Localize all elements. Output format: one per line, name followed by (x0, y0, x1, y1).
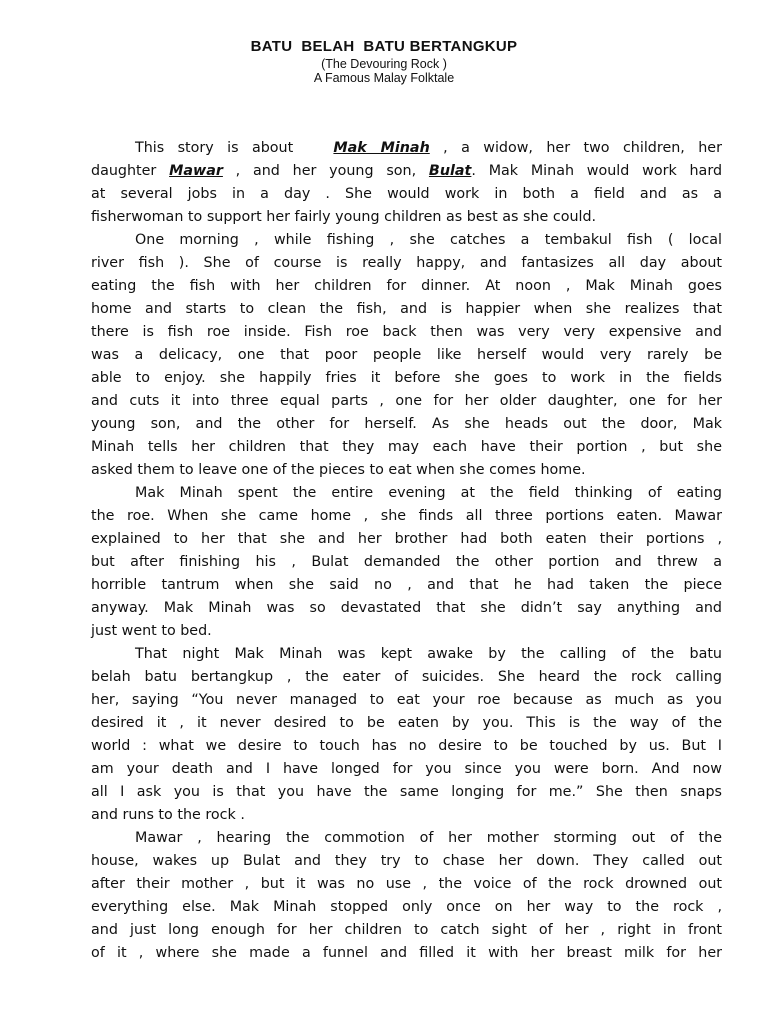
text-line: of it , where she made a funnel and filled it with her breast milk for her (91, 945, 722, 961)
text-line: anyway. Mak Minah was so devastated that she didn’t say anything and (91, 600, 722, 616)
text-line: belah batu bertangkup , the eater of suicides. She heard the rock calling (91, 669, 722, 685)
text-line: everything else. Mak Minah stopped only once on her way to the rock , (91, 899, 722, 915)
name-mak-minah: Mak Minah (333, 140, 430, 156)
text-line: and just long enough for her children to catch sight of her , right in front (91, 922, 722, 938)
text-line: explained to her that she and her brother had both eaten their portions , (91, 531, 722, 547)
text-line: Mak Minah spent the entire evening at the field thinking of eating (135, 485, 722, 501)
text-line: Minah tells her children that they may each have their portion , but she (91, 439, 722, 455)
story-body (91, 137, 722, 965)
paragraph-4 (91, 643, 722, 827)
paragraph-3 (91, 482, 722, 643)
text-line (91, 160, 722, 183)
text-line: there is fish roe inside. Fish roe back then was very very expensive and (91, 324, 722, 340)
text-line: at several jobs in a day . She would work in both a field and as a (91, 186, 722, 202)
text-segment: daughter (91, 163, 157, 179)
text-line: all I ask you is that you have the same longing for me.” She then snaps (91, 784, 722, 800)
text-line: and cuts it into three equal parts , one for her older daughter, one for her (91, 393, 722, 409)
text-line: am your death and I have longed for you since you were born. And now (91, 761, 722, 777)
text-line: home and starts to clean the fish, and is happier when she realizes that (91, 301, 722, 317)
text-line: asked them to leave one of the pieces to eat when she comes home. (91, 462, 586, 478)
text-line: One morning , while fishing , she catches a tembakul fish ( local (135, 232, 722, 248)
document-subtitle: (The Devouring Rock ) (321, 57, 447, 71)
text-segment: . Mak Minah would work hard (471, 163, 723, 179)
text-line: horrible tantrum when she said no , and that he had taken the piece (91, 577, 722, 593)
text-line: desired it , it never desired to be eaten by you. This is the way of the (91, 715, 722, 731)
text-segment: , and her young son, (235, 163, 417, 179)
paragraph-5 (91, 827, 722, 965)
text-line: fisherwoman to support her fairly young children as best as she could. (91, 209, 597, 225)
name-bulat: Bulat (428, 163, 472, 179)
document-subtitle-secondary: A Famous Malay Folktale (313, 71, 455, 85)
text-line: just went to bed. (91, 623, 212, 639)
paragraph-1 (91, 137, 722, 229)
text-line: That night Mak Minah was kept awake by the calling of the batu (135, 646, 722, 662)
text-segment: , a widow, her two children, her (443, 140, 722, 156)
text-line: but after finishing his , Bulat demanded the other portion and threw a (91, 554, 722, 570)
text-segment: This story is about (135, 140, 294, 156)
text-line: her, saying “You never managed to eat your roe because as much as you (91, 692, 722, 708)
text-line (91, 137, 722, 160)
text-line: eating the fish with her children for dinner. At noon , Mak Minah goes (91, 278, 722, 294)
text-line: house, wakes up Bulat and they try to chase her down. They called out (91, 853, 722, 869)
text-line: the roe. When she came home , she finds all three portions eaten. Mawar (91, 508, 722, 524)
text-line: and runs to the rock . (91, 807, 245, 823)
name-mawar: Mawar (169, 163, 223, 179)
text-line: was a delicacy, one that poor people like herself would very rarely be (91, 347, 722, 363)
text-line: river fish ). She of course is really happy, and fantasizes all day about (91, 255, 722, 271)
text-line: young son, and the other for herself. As she heads out the door, Mak (91, 416, 722, 432)
document-title: BATU BELAH BATU BERTANGKUP (250, 38, 518, 55)
paragraph-2 (91, 229, 722, 482)
text-line: able to enjoy. she happily fries it before she goes to work in the fields (91, 370, 722, 386)
text-line: after their mother , but it was no use , the voice of the rock drowned out (91, 876, 722, 892)
text-line: Mawar , hearing the commotion of her mother storming out of the (135, 830, 722, 846)
text-line: world : what we desire to touch has no desire to be touched by us. But I (91, 738, 722, 754)
